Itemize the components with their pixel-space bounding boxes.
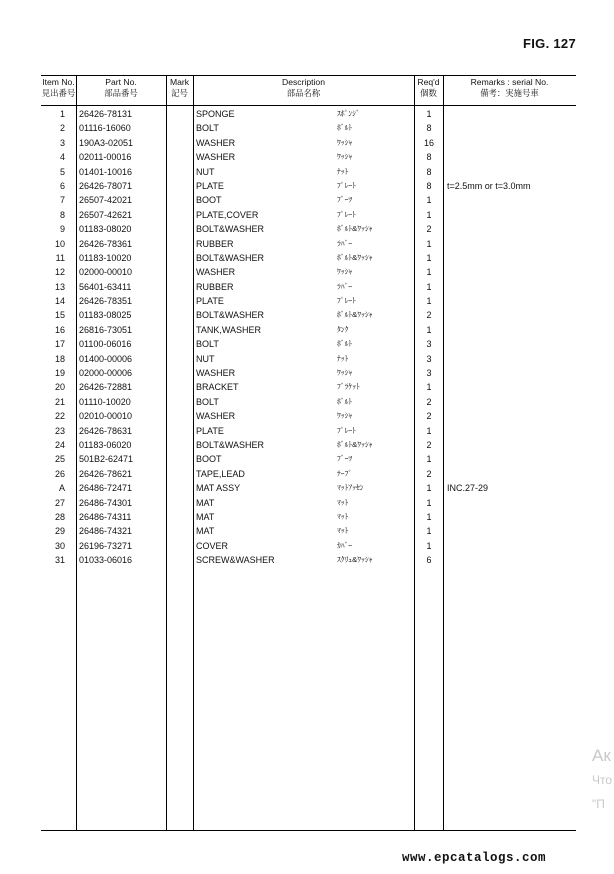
item-number: 26 — [54, 468, 65, 479]
description-jp: ﾌﾞﾗｹｯﾄ — [337, 382, 360, 392]
description: BOLT&WASHER — [196, 439, 265, 450]
description: WASHER — [196, 137, 236, 148]
description: WASHER — [196, 267, 236, 278]
table-row — [41, 136, 576, 150]
remarks: t=2.5mm or t=3.0mm — [447, 180, 531, 191]
header-part-no — [76, 77, 166, 105]
description: MAT — [196, 526, 215, 537]
description-jp: ｽｸﾘｭ&ﾜｯｼｬ — [337, 555, 373, 565]
item-number: 12 — [54, 267, 65, 278]
part-number: 01401-10016 — [79, 166, 133, 177]
remarks: INC.27-29 — [447, 483, 489, 494]
part-number: 01400-00006 — [79, 353, 133, 364]
description-jp: ﾜｯｼｬ — [337, 152, 353, 162]
description: BOLT — [196, 339, 219, 350]
description-jp: ﾎﾞﾙﾄ — [337, 339, 353, 349]
table-row — [41, 193, 576, 207]
quantity: 1 — [426, 195, 432, 206]
table-row — [41, 438, 576, 452]
quantity: 1 — [426, 425, 432, 436]
quantity: 8 — [426, 152, 432, 163]
part-number: 26816-73051 — [79, 324, 133, 335]
description: MAT ASSY — [196, 483, 241, 494]
table-row — [41, 208, 576, 222]
description: BOLT&WASHER — [196, 310, 265, 321]
table-row — [41, 337, 576, 351]
description-jp: ﾌﾟﾚｰﾄ — [337, 180, 356, 190]
description-jp: ﾗﾊﾞｰ — [337, 238, 353, 248]
table-row — [41, 323, 576, 337]
description-jp: ﾜｯｼｬ — [337, 137, 353, 147]
item-number: 19 — [54, 368, 65, 379]
quantity: 2 — [426, 396, 432, 407]
part-number: 01183-08020 — [79, 224, 132, 235]
item-number: 20 — [54, 382, 65, 393]
header-reqd — [414, 77, 443, 105]
part-number: 26486-74321 — [79, 526, 133, 537]
part-number: 26486-72471 — [79, 483, 133, 494]
part-number: 26196-73271 — [79, 540, 133, 551]
description-jp: ﾌﾟﾚｰﾄ — [337, 425, 356, 435]
watermark-line: "П — [592, 797, 605, 811]
quantity: 8 — [426, 123, 432, 134]
header-remarks — [443, 77, 576, 105]
header-remarks-jp: 備考：実施号車 — [480, 88, 539, 98]
quantity: 1 — [426, 511, 432, 522]
part-number: 01100-06016 — [79, 339, 132, 350]
item-number: 1 — [59, 109, 65, 119]
part-number: 26426-78071 — [79, 180, 133, 191]
part-number: 01116-16060 — [79, 123, 131, 134]
watermark-line: Что — [592, 773, 613, 787]
item-number: 15 — [54, 310, 65, 321]
quantity: 1 — [426, 483, 432, 494]
item-number: 28 — [54, 511, 65, 522]
table-row — [41, 366, 576, 380]
table-row — [41, 222, 576, 236]
description-jp: ﾎﾞﾙﾄ&ﾜｯｼｬ — [337, 252, 373, 262]
item-number: 27 — [54, 497, 65, 508]
quantity: 2 — [426, 439, 432, 450]
part-number: 01183-08025 — [79, 310, 132, 321]
parts-table — [41, 75, 576, 831]
quantity: 1 — [426, 109, 432, 119]
quantity: 3 — [426, 368, 432, 379]
quantity: 2 — [426, 468, 432, 479]
quantity: 2 — [426, 310, 432, 321]
description: WASHER — [196, 368, 236, 379]
table-row — [41, 107, 576, 121]
part-number: 501B2-62471 — [79, 454, 134, 465]
header-item-no — [41, 77, 76, 105]
table-row — [41, 424, 576, 438]
description-jp: ﾎﾞﾙﾄ&ﾜｯｼｬ — [337, 439, 373, 449]
figure-number: FIG. 127 — [523, 36, 576, 51]
description-jp: ﾌﾞｰﾂ — [337, 195, 353, 205]
item-number: 10 — [54, 238, 65, 249]
description: TAPE,LEAD — [196, 468, 245, 479]
item-number: 25 — [54, 454, 65, 465]
header-mark-jp: 記号 — [171, 88, 188, 98]
header-description — [193, 77, 414, 105]
item-number: 29 — [54, 526, 65, 537]
table-row — [41, 352, 576, 366]
table-body — [41, 107, 576, 568]
description-jp: ｽﾎﾟﾝｼﾞ — [337, 109, 360, 118]
description-jp: ﾏｯﾄｱｯｾﾝ — [337, 483, 364, 493]
description-jp: ﾏｯﾄ — [337, 497, 349, 507]
table-row — [41, 524, 576, 538]
part-number: 02010-00010 — [79, 411, 133, 422]
header-item-jp: 見出番号 — [41, 88, 76, 98]
description: BOLT — [196, 123, 219, 134]
part-number: 26486-74311 — [79, 511, 132, 522]
item-number: 22 — [54, 411, 65, 422]
description-jp: ﾅｯﾄ — [337, 353, 349, 363]
description-jp: ﾃｰﾌﾟ — [337, 468, 353, 478]
description: SCREW&WASHER — [196, 555, 275, 566]
item-number: 2 — [59, 123, 65, 134]
table-row — [41, 553, 576, 567]
description: BRACKET — [196, 382, 239, 393]
quantity: 1 — [426, 209, 432, 220]
part-number: 56401-63411 — [79, 281, 132, 292]
description: BOLT&WASHER — [196, 252, 265, 263]
item-number: 24 — [54, 439, 65, 450]
item-number: 7 — [59, 195, 65, 206]
part-number: 01183-06020 — [79, 439, 132, 450]
description-jp: ﾎﾞﾙﾄ&ﾜｯｼｬ — [337, 224, 373, 234]
watermark-line: Ак — [592, 746, 611, 765]
description: BOLT — [196, 396, 219, 407]
item-number: 13 — [54, 281, 65, 292]
item-number: 3 — [59, 137, 65, 148]
header-mark — [166, 77, 193, 105]
part-number: 26426-78361 — [79, 238, 133, 249]
description: PLATE — [196, 180, 224, 191]
description-jp: ﾎﾞﾙﾄ — [337, 396, 353, 406]
header-rule — [41, 105, 576, 106]
part-number: 26426-78621 — [79, 468, 133, 479]
description: PLATE — [196, 425, 224, 436]
watermark-overlay — [592, 744, 612, 816]
table-row — [41, 179, 576, 193]
description-jp: ﾜｯｼｬ — [337, 267, 353, 277]
table-row — [41, 380, 576, 394]
description-jp: ｶﾊﾞｰ — [337, 540, 353, 550]
part-number: 26426-78131 — [79, 109, 133, 119]
quantity: 1 — [426, 281, 432, 292]
part-number: 26426-72881 — [79, 382, 133, 393]
item-number: 6 — [59, 180, 65, 191]
item-number: 16 — [54, 324, 65, 335]
table-row — [41, 467, 576, 481]
description-jp: ﾜｯｼｬ — [337, 368, 353, 378]
item-number: 23 — [54, 425, 65, 436]
table-row — [41, 539, 576, 553]
description: COVER — [196, 540, 229, 551]
header-part-jp: 部品番号 — [104, 88, 138, 98]
table-row — [41, 165, 576, 179]
table-row — [41, 409, 576, 423]
header-remarks-en: Remarks : serial No. — [470, 77, 549, 87]
description: BOOT — [196, 195, 222, 206]
part-number: 26426-78351 — [79, 296, 133, 307]
part-number: 26507-42021 — [79, 195, 133, 206]
description: SPONGE — [196, 109, 235, 119]
quantity: 1 — [426, 324, 432, 335]
header-desc-jp: 部品名称 — [286, 88, 321, 98]
part-number: 26507-42621 — [79, 209, 133, 220]
quantity: 1 — [426, 238, 432, 249]
footer-url[interactable]: www.epcatalogs.com — [402, 851, 547, 865]
header-qty-en: Req'd — [417, 77, 440, 87]
quantity: 1 — [426, 382, 432, 393]
description: PLATE,COVER — [196, 209, 259, 220]
description: NUT — [196, 353, 215, 364]
table-row — [41, 251, 576, 265]
description-jp: ﾜｯｼｬ — [337, 411, 353, 421]
item-number: 5 — [59, 166, 65, 177]
table-row — [41, 265, 576, 279]
part-number: 26426-78631 — [79, 425, 133, 436]
description: WASHER — [196, 411, 236, 422]
part-number: 01110-10020 — [79, 396, 131, 407]
part-number: 01033-06016 — [79, 555, 133, 566]
description-jp: ﾅｯﾄ — [337, 166, 349, 176]
item-number: 18 — [54, 353, 65, 364]
description: NUT — [196, 166, 215, 177]
description-jp: ﾌﾟﾚｰﾄ — [337, 296, 356, 306]
quantity: 8 — [426, 166, 432, 177]
description: WASHER — [196, 152, 236, 163]
header-qty-jp: 個数 — [420, 88, 437, 98]
part-number: 26486-74301 — [79, 497, 133, 508]
quantity: 1 — [426, 454, 432, 465]
description-jp: ﾌﾞｰﾂ — [337, 454, 353, 464]
table-row — [41, 452, 576, 466]
table-row — [41, 280, 576, 294]
description: RUBBER — [196, 238, 234, 249]
quantity: 1 — [426, 252, 432, 263]
part-number: 190A3-02051 — [79, 137, 134, 148]
description: BOLT&WASHER — [196, 224, 265, 235]
quantity: 16 — [423, 137, 434, 148]
table-row — [41, 395, 576, 409]
item-number: 21 — [54, 396, 65, 407]
item-number: A — [58, 483, 65, 494]
quantity: 1 — [426, 540, 432, 551]
description-jp: ﾗﾊﾞｰ — [337, 281, 353, 291]
quantity: 2 — [426, 224, 432, 235]
description-jp: ﾏｯﾄ — [337, 511, 349, 521]
description: PLATE — [196, 296, 224, 307]
quantity: 3 — [426, 339, 432, 350]
quantity: 1 — [426, 497, 432, 508]
description: MAT — [196, 497, 215, 508]
quantity: 8 — [426, 180, 432, 191]
table-row — [41, 150, 576, 164]
description-jp: ﾌﾟﾚｰﾄ — [337, 209, 356, 219]
table-row — [41, 237, 576, 251]
description-jp: ﾎﾞﾙﾄ&ﾜｯｼｬ — [337, 310, 373, 320]
quantity: 6 — [426, 555, 432, 566]
table-row — [41, 496, 576, 510]
item-number: 31 — [54, 555, 65, 566]
item-number: 9 — [59, 224, 65, 235]
table-row — [41, 294, 576, 308]
header-part-en: Part No. — [105, 77, 137, 87]
quantity: 1 — [426, 296, 432, 307]
part-number: 02000-00006 — [79, 368, 133, 379]
item-number: 17 — [54, 339, 65, 350]
quantity: 1 — [426, 267, 432, 278]
item-number: 11 — [55, 252, 65, 263]
table-row — [41, 308, 576, 322]
table-row — [41, 481, 576, 495]
header-mark-en: Mark — [169, 77, 190, 87]
item-number: 4 — [59, 152, 65, 163]
part-number: 02011-00016 — [79, 152, 132, 163]
description: BOOT — [196, 454, 222, 465]
table-row — [41, 121, 576, 135]
quantity: 1 — [426, 526, 432, 537]
part-number: 02000-00010 — [79, 267, 133, 278]
description: TANK,WASHER — [196, 324, 262, 335]
header-item-en: Item No. — [42, 77, 75, 87]
description-jp: ﾀﾝｸ — [337, 324, 349, 334]
description: RUBBER — [196, 281, 234, 292]
item-number: 30 — [54, 540, 65, 551]
quantity: 3 — [426, 353, 432, 364]
item-number: 8 — [59, 209, 65, 220]
item-number: 14 — [54, 296, 65, 307]
quantity: 2 — [426, 411, 432, 422]
description-jp: ﾏｯﾄ — [337, 526, 349, 536]
part-number: 01183-10020 — [79, 252, 132, 263]
table-row — [41, 510, 576, 524]
header-desc-en: Description — [282, 77, 325, 87]
description-jp: ﾎﾞﾙﾄ — [337, 123, 353, 133]
description: MAT — [196, 511, 215, 522]
